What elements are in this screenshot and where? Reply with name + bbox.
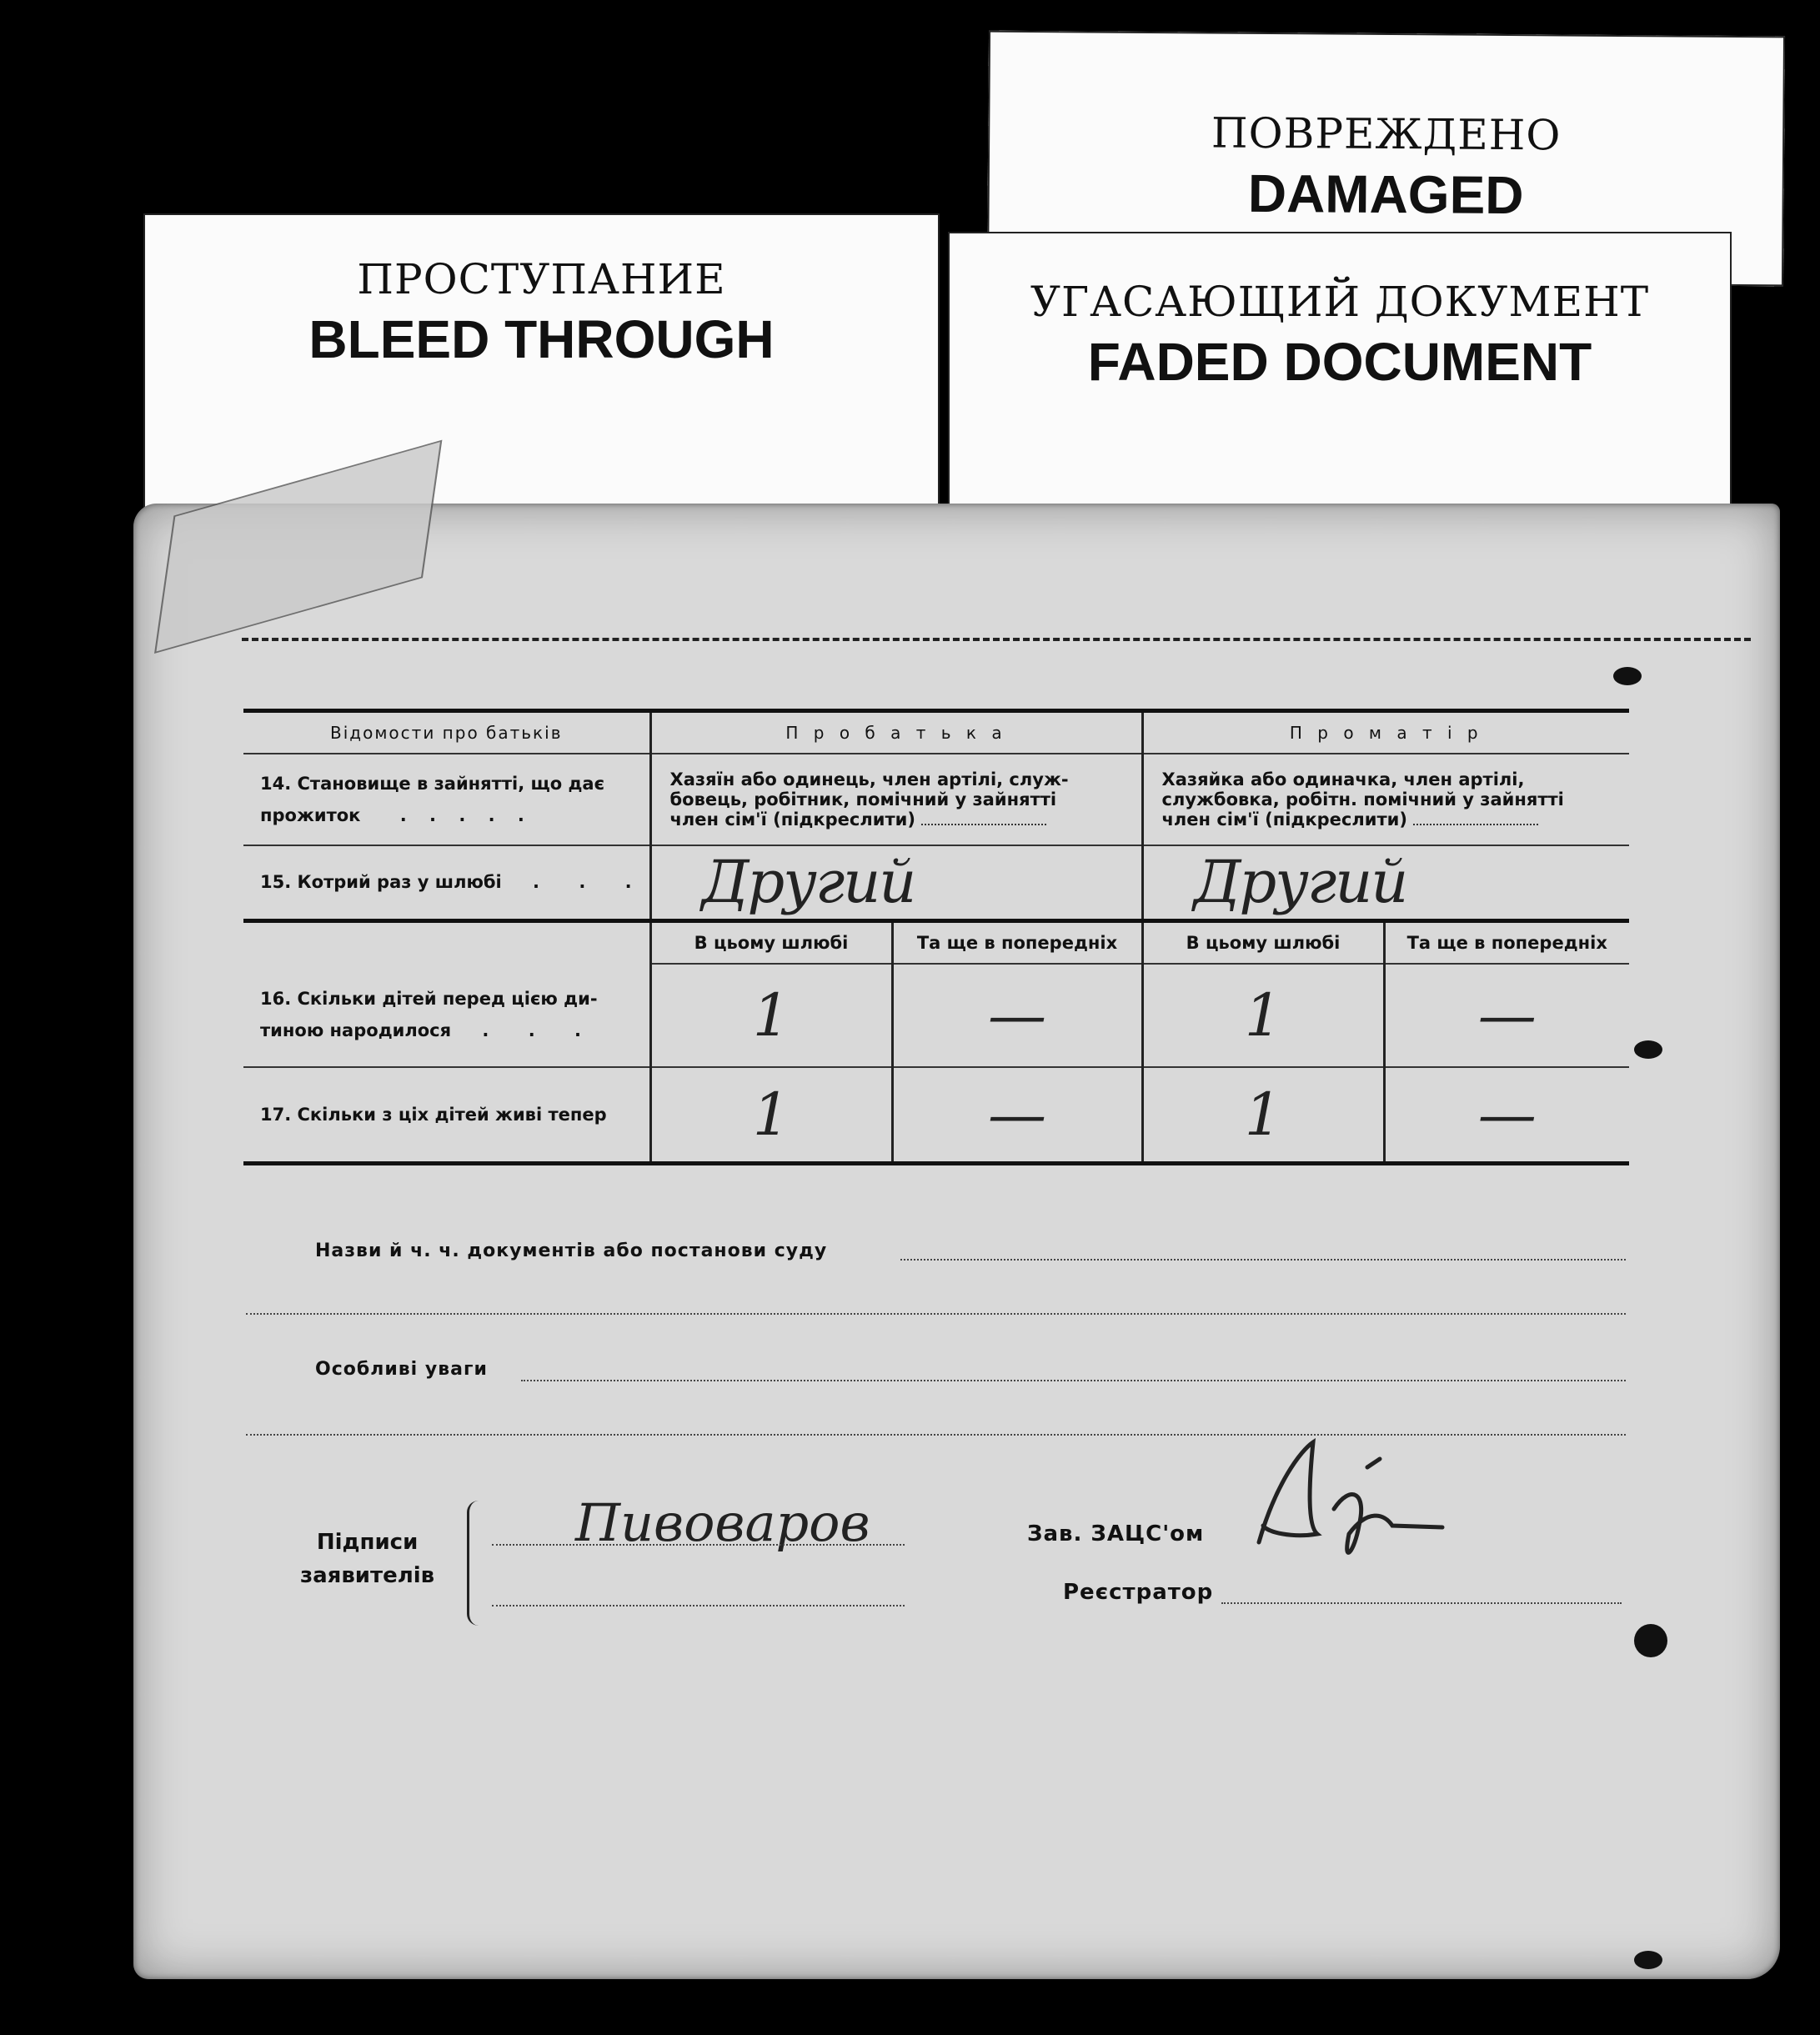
row-17-label: 17. Скільки з ціх дітей живі тепер: [260, 1104, 607, 1125]
dashed-cut-line: [242, 638, 1751, 641]
documents-dotted-line: [900, 1259, 1626, 1261]
row-15-label: [243, 845, 650, 920]
father-options-line2: бовець, робітник, помічний у зайнятті: [669, 789, 1057, 809]
applicants-label: [300, 1526, 434, 1592]
bleed-label-en: BLEED THROUGH: [308, 309, 775, 369]
row-15-label-text: 15. Котрий раз у шлюбі: [260, 872, 502, 893]
row-16-father-this: 1: [650, 964, 892, 1067]
documents-label: Назви й ч. ч. документів або постанови суду: [315, 1241, 828, 1261]
faded-document-card: [948, 232, 1732, 549]
mother-this-marriage-header: В цьому шлюбі: [1142, 920, 1384, 964]
mother-options-line2: службовка, робітн. помічний у зайнятті: [1161, 789, 1564, 809]
father-options-line3: член сім'ї (підкреслити): [669, 809, 915, 830]
bleed-through-card: [143, 213, 940, 530]
applicants-label-line2: заявителів: [300, 1563, 435, 1588]
father-previous-header: Та ще в попередніх: [892, 920, 1142, 964]
bleed-label-ru: ПРОСТУПАНИЕ: [357, 255, 726, 303]
row-14-label: [243, 754, 650, 845]
head-zags-label: Зав. ЗАЦС'ом: [1027, 1521, 1205, 1546]
row-16-dots: . . .: [482, 1020, 598, 1040]
row-14-label-line1: 14. Становище в зайнятті, що дає: [260, 774, 605, 794]
head-signature-stroke: [1259, 1442, 1442, 1552]
row-15-mother-value: Другий: [1142, 845, 1629, 920]
row-16-spacer: [243, 920, 650, 964]
row-15-father-value: Другий: [650, 845, 1142, 920]
row-16-label-line2: тиною народилося: [260, 1020, 452, 1040]
row-17-mother-prev: —: [1384, 1067, 1629, 1164]
head-signature: [1242, 1434, 1459, 1576]
damaged-label-en: DAMAGED: [1247, 163, 1524, 226]
row-16-mother-this: 1: [1142, 964, 1384, 1067]
punch-hole: [1613, 667, 1642, 685]
row-14-dots: . . . . .: [399, 805, 533, 825]
row-14-label-line2: прожиток: [260, 805, 361, 825]
row-14-mother-options: [1142, 754, 1629, 845]
father-this-marriage-header: В цьому шлюбі: [650, 920, 892, 964]
mother-options-line3: член сім'ї (підкреслити): [1161, 809, 1407, 830]
damaged-label-ru: ПОВРЕЖДЕНО: [1211, 108, 1562, 160]
registrar-dotted-line: [1221, 1602, 1622, 1604]
mother-previous-header: Та ще в попередніх: [1384, 920, 1629, 964]
father-options-line1: Хазяїн або одинець, член артілі, служ-: [669, 769, 1069, 789]
punch-hole: [1634, 1624, 1667, 1657]
mother-options-line1: Хазяйка або одиначка, член артілі,: [1161, 769, 1525, 789]
row-17-father-prev: —: [892, 1067, 1142, 1164]
applicant-signature: Пивоваров: [575, 1492, 870, 1553]
applicant-signature-line-1: [492, 1544, 905, 1546]
applicants-label-line1: Підписи: [316, 1530, 419, 1555]
signature-brace: [467, 1501, 486, 1626]
row-16-label-line1: 16. Скільки дітей перед цією ди-: [260, 989, 598, 1009]
table-header-father: П р о б а т ь к а: [650, 711, 1142, 754]
registrar-label: Реєстратор: [1063, 1580, 1214, 1605]
row-16-mother-prev: —: [1384, 964, 1629, 1067]
applicant-signature-line-2: [492, 1605, 905, 1606]
faded-label-ru: УГАСАЮЩИЙ ДОКУМЕНТ: [1030, 278, 1650, 326]
table-header-mother: П р о м а т і р: [1142, 711, 1629, 754]
row-17-father-this: 1: [650, 1067, 892, 1164]
row-14-father-options: [650, 754, 1142, 845]
remarks-dotted-line: [521, 1380, 1626, 1381]
documents-dotted-line-2: [246, 1313, 1626, 1315]
punch-hole: [1634, 1951, 1662, 1969]
row-16-father-prev: —: [892, 964, 1142, 1067]
row-15-dots: . . .: [533, 872, 649, 893]
row-17-mother-this: 1: [1142, 1067, 1384, 1164]
punch-hole: [1634, 1040, 1662, 1059]
row-16-label: [243, 964, 650, 1067]
remarks-label: Особливі уваги: [315, 1359, 488, 1380]
parents-info-table: [243, 709, 1629, 1165]
table-header-section: Відомости про батьків: [330, 723, 563, 743]
faded-label-en: FADED DOCUMENT: [1087, 332, 1592, 392]
